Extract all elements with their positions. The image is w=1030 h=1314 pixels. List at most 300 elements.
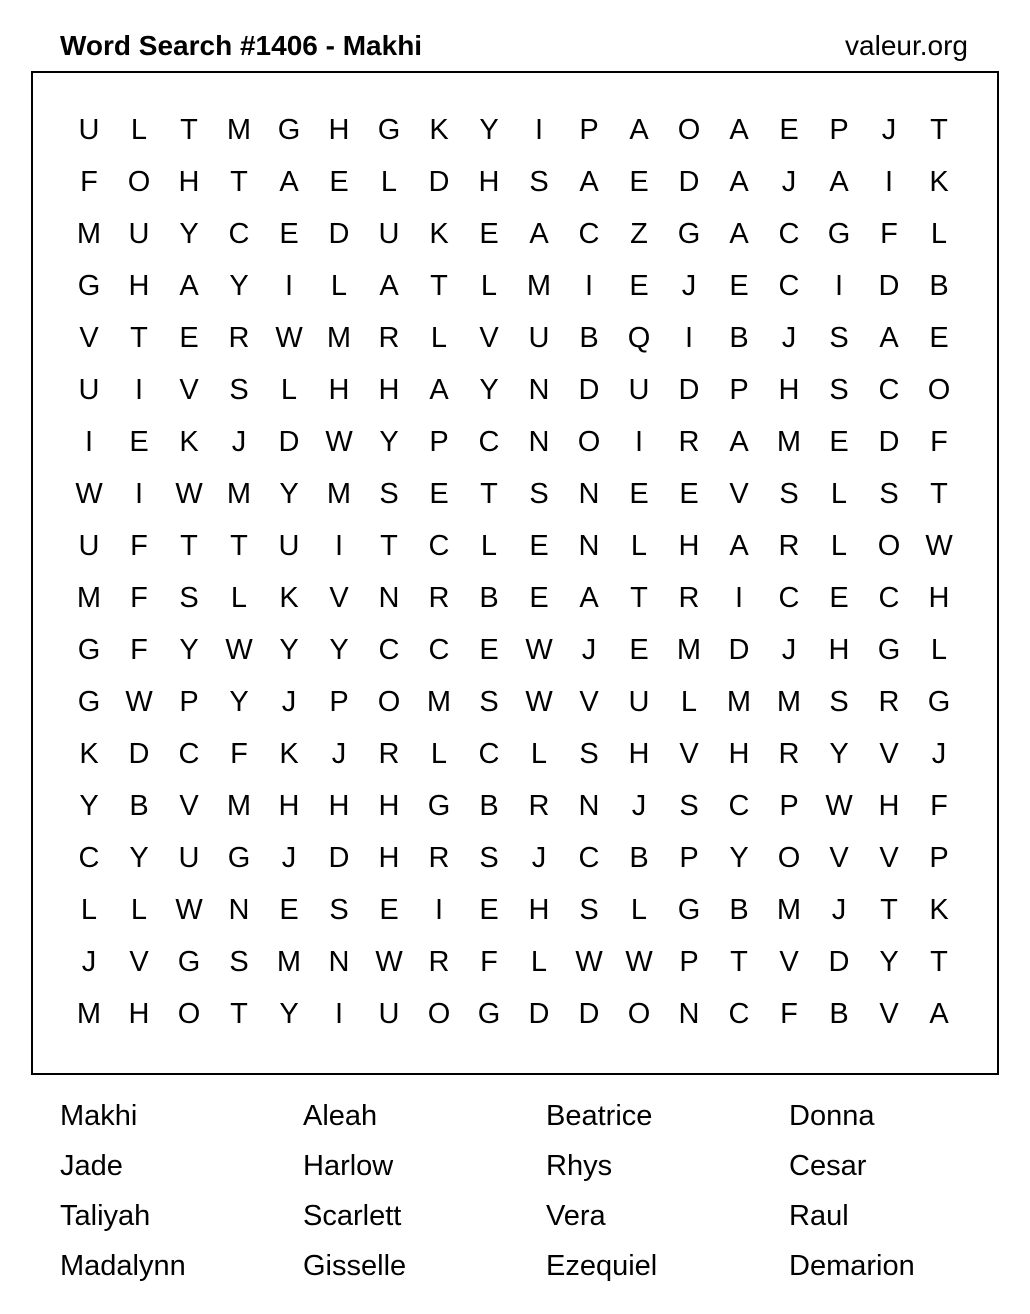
- grid-letter: E: [929, 321, 949, 354]
- grid-letter: V: [779, 945, 799, 978]
- word-item: Ezequiel: [546, 1250, 658, 1282]
- grid-letter: H: [728, 737, 750, 770]
- grid-letter: B: [829, 997, 849, 1030]
- grid-letter: L: [430, 321, 448, 354]
- grid-letter: L: [430, 737, 448, 770]
- grid-letter: C: [428, 633, 450, 666]
- grid-letter: M: [76, 997, 102, 1030]
- grid-letter: I: [834, 269, 844, 302]
- grid-letter: P: [929, 841, 949, 874]
- grid-letter: T: [730, 945, 748, 978]
- grid-letter: Y: [229, 269, 249, 302]
- grid-letter: R: [778, 529, 800, 562]
- grid-letter: C: [478, 425, 500, 458]
- grid-letter: M: [226, 477, 252, 510]
- grid-letter: E: [379, 893, 399, 926]
- grid-letter: T: [180, 529, 198, 562]
- grid-letter: S: [229, 373, 249, 406]
- word-item: Jade: [60, 1150, 123, 1182]
- word-item: Gisselle: [303, 1250, 407, 1282]
- grid-letter: W: [175, 477, 203, 510]
- grid-letter: C: [878, 581, 900, 614]
- grid-letter: G: [227, 841, 251, 874]
- grid-letter: D: [828, 945, 850, 978]
- grid-letter: W: [325, 425, 353, 458]
- grid-row: [64, 936, 964, 988]
- grid-letter: M: [426, 685, 452, 718]
- grid-letter: E: [629, 477, 649, 510]
- grid-letter: Y: [179, 217, 199, 250]
- grid-letter: C: [778, 269, 800, 302]
- grid-letter: L: [480, 529, 498, 562]
- grid-letter: U: [378, 997, 400, 1030]
- grid-row: [64, 208, 964, 260]
- grid-letter: W: [575, 945, 603, 978]
- grid-letter: J: [781, 165, 797, 198]
- grid-letter: L: [330, 269, 348, 302]
- grid-letter: U: [78, 529, 100, 562]
- grid-letter: K: [79, 737, 99, 770]
- grid-letter: I: [584, 269, 594, 302]
- grid-letter: H: [378, 841, 400, 874]
- grid-letter: U: [528, 321, 550, 354]
- grid-letter: A: [729, 113, 749, 146]
- grid-letter: K: [929, 165, 949, 198]
- grid-letter: A: [729, 425, 749, 458]
- grid-row: [64, 364, 964, 416]
- grid-letter: N: [528, 425, 550, 458]
- grid-letter: A: [579, 165, 599, 198]
- grid-letter: E: [629, 633, 649, 666]
- grid-letter: B: [129, 789, 149, 822]
- grid-letter: E: [729, 269, 749, 302]
- grid-letter: A: [829, 165, 849, 198]
- grid-letter: L: [130, 113, 148, 146]
- grid-letter: V: [179, 789, 199, 822]
- grid-letter: L: [930, 217, 948, 250]
- letter-grid: [64, 104, 964, 1040]
- grid-letter: V: [479, 321, 499, 354]
- grid-letter: B: [479, 789, 499, 822]
- grid-letter: R: [378, 737, 400, 770]
- grid-letter: J: [581, 633, 597, 666]
- grid-letter: M: [226, 113, 252, 146]
- grid-letter: B: [629, 841, 649, 874]
- grid-letter: G: [77, 685, 101, 718]
- grid-letter: D: [328, 841, 350, 874]
- grid-letter: D: [878, 425, 900, 458]
- grid-letter: S: [479, 685, 499, 718]
- grid-letter: Y: [79, 789, 99, 822]
- grid-letter: L: [830, 529, 848, 562]
- grid-letter: P: [679, 945, 699, 978]
- grid-letter: U: [278, 529, 300, 562]
- grid-letter: G: [877, 633, 901, 666]
- grid-letter: T: [180, 113, 198, 146]
- grid-letter: C: [78, 841, 100, 874]
- grid-letter: S: [379, 477, 399, 510]
- grid-letter: N: [578, 789, 600, 822]
- grid-letter: L: [530, 945, 548, 978]
- grid-letter: H: [928, 581, 950, 614]
- grid-letter: D: [428, 165, 450, 198]
- grid-letter: S: [779, 477, 799, 510]
- grid-letter: Y: [229, 685, 249, 718]
- grid-letter: D: [578, 997, 600, 1030]
- grid-letter: E: [529, 529, 549, 562]
- grid-letter: C: [378, 633, 400, 666]
- grid-letter: G: [177, 945, 201, 978]
- grid-letter: T: [130, 321, 148, 354]
- grid-letter: Y: [179, 633, 199, 666]
- grid-letter: W: [525, 633, 553, 666]
- grid-letter: V: [679, 737, 699, 770]
- grid-letter: T: [880, 893, 898, 926]
- grid-letter: U: [628, 373, 650, 406]
- grid-letter: N: [328, 945, 350, 978]
- grid-letter: R: [678, 581, 700, 614]
- grid-letter: S: [829, 373, 849, 406]
- grid-letter: C: [178, 737, 200, 770]
- grid-letter: S: [579, 893, 599, 926]
- grid-letter: P: [429, 425, 449, 458]
- grid-letter: G: [77, 269, 101, 302]
- grid-letter: Y: [879, 945, 899, 978]
- grid-letter: L: [680, 685, 698, 718]
- grid-letter: E: [629, 269, 649, 302]
- grid-letter: K: [929, 893, 949, 926]
- grid-letter: D: [878, 269, 900, 302]
- grid-letter: M: [326, 477, 352, 510]
- grid-letter: N: [678, 997, 700, 1030]
- grid-letter: D: [678, 165, 700, 198]
- grid-letter: R: [528, 789, 550, 822]
- grid-letter: Z: [630, 217, 648, 250]
- grid-letter: R: [378, 321, 400, 354]
- grid-letter: D: [278, 425, 300, 458]
- grid-letter: M: [526, 269, 552, 302]
- grid-letter: E: [279, 217, 299, 250]
- grid-letter: H: [378, 373, 400, 406]
- grid-letter: A: [279, 165, 299, 198]
- grid-letter: E: [429, 477, 449, 510]
- grid-letter: Y: [279, 997, 299, 1030]
- grid-letter: B: [579, 321, 599, 354]
- grid-letter: E: [529, 581, 549, 614]
- grid-row: [64, 884, 964, 936]
- grid-letter: O: [377, 685, 401, 718]
- grid-letter: I: [134, 373, 144, 406]
- grid-letter: J: [681, 269, 697, 302]
- grid-letter: T: [930, 477, 948, 510]
- grid-letter: E: [629, 165, 649, 198]
- word-list: [60, 1100, 1030, 1300]
- grid-letter: L: [380, 165, 398, 198]
- grid-letter: T: [930, 113, 948, 146]
- grid-letter: S: [479, 841, 499, 874]
- grid-letter: P: [329, 685, 349, 718]
- grid-letter: T: [430, 269, 448, 302]
- grid-letter: E: [479, 893, 499, 926]
- grid-letter: S: [879, 477, 899, 510]
- grid-letter: C: [728, 789, 750, 822]
- grid-letter: E: [129, 425, 149, 458]
- grid-letter: F: [130, 633, 148, 666]
- grid-letter: M: [776, 425, 802, 458]
- grid-letter: O: [177, 997, 201, 1030]
- grid-letter: V: [879, 997, 899, 1030]
- grid-letter: H: [328, 373, 350, 406]
- grid-letter: F: [930, 425, 948, 458]
- grid-letter: E: [479, 217, 499, 250]
- grid-letter: W: [925, 529, 953, 562]
- word-item: Aleah: [303, 1100, 378, 1132]
- grid-letter: W: [525, 685, 553, 718]
- grid-letter: H: [478, 165, 500, 198]
- grid-letter: K: [279, 581, 299, 614]
- grid-letter: J: [781, 321, 797, 354]
- grid-letter: H: [178, 165, 200, 198]
- grid-letter: Y: [279, 477, 299, 510]
- grid-letter: V: [729, 477, 749, 510]
- word-item: Vera: [546, 1200, 606, 1232]
- word-item: Raul: [789, 1200, 849, 1232]
- grid-row: [64, 520, 964, 572]
- grid-letter: L: [830, 477, 848, 510]
- grid-letter: M: [276, 945, 302, 978]
- word-item: Taliyah: [60, 1200, 151, 1232]
- grid-letter: T: [480, 477, 498, 510]
- grid-letter: Y: [479, 113, 499, 146]
- grid-letter: C: [878, 373, 900, 406]
- grid-letter: A: [729, 217, 749, 250]
- grid-letter: S: [329, 893, 349, 926]
- grid-letter: G: [677, 893, 701, 926]
- word-item: Harlow: [303, 1150, 394, 1182]
- grid-letter: P: [679, 841, 699, 874]
- grid-letter: O: [677, 113, 701, 146]
- grid-letter: Y: [829, 737, 849, 770]
- grid-letter: G: [277, 113, 301, 146]
- grid-letter: M: [726, 685, 752, 718]
- grid-letter: L: [930, 633, 948, 666]
- grid-letter: G: [927, 685, 951, 718]
- grid-letter: N: [578, 529, 600, 562]
- grid-row: [64, 676, 964, 728]
- grid-letter: H: [328, 113, 350, 146]
- word-item: Madalynn: [60, 1250, 186, 1282]
- grid-letter: O: [577, 425, 601, 458]
- grid-letter: I: [684, 321, 694, 354]
- grid-letter: O: [127, 165, 151, 198]
- grid-letter: J: [281, 841, 297, 874]
- grid-letter: O: [427, 997, 451, 1030]
- grid-letter: L: [630, 529, 648, 562]
- grid-letter: R: [678, 425, 700, 458]
- word-item: Donna: [789, 1100, 875, 1132]
- grid-letter: D: [678, 373, 700, 406]
- grid-letter: U: [78, 113, 100, 146]
- grid-letter: H: [128, 269, 150, 302]
- grid-row: [64, 780, 964, 832]
- grid-letter: D: [128, 737, 150, 770]
- grid-row: [64, 988, 964, 1040]
- grid-letter: N: [528, 373, 550, 406]
- grid-letter: I: [734, 581, 744, 614]
- grid-letter: E: [829, 425, 849, 458]
- grid-letter: L: [630, 893, 648, 926]
- grid-row: [64, 312, 964, 364]
- grid-letter: W: [275, 321, 303, 354]
- grid-letter: R: [778, 737, 800, 770]
- grid-letter: S: [529, 165, 549, 198]
- grid-letter: V: [129, 945, 149, 978]
- grid-letter: L: [280, 373, 298, 406]
- grid-letter: G: [427, 789, 451, 822]
- grid-letter: Y: [329, 633, 349, 666]
- grid-letter: D: [528, 997, 550, 1030]
- grid-letter: E: [479, 633, 499, 666]
- grid-letter: V: [879, 841, 899, 874]
- grid-letter: I: [334, 529, 344, 562]
- grid-letter: T: [230, 529, 248, 562]
- grid-letter: G: [77, 633, 101, 666]
- grid-letter: U: [378, 217, 400, 250]
- grid-letter: W: [125, 685, 153, 718]
- grid-letter: Q: [627, 321, 651, 354]
- grid-letter: J: [231, 425, 247, 458]
- grid-letter: F: [930, 789, 948, 822]
- grid-letter: B: [479, 581, 499, 614]
- grid-letter: C: [728, 997, 750, 1030]
- grid-letter: E: [329, 165, 349, 198]
- grid-letter: A: [429, 373, 449, 406]
- grid-letter: P: [779, 789, 799, 822]
- grid-letter: V: [329, 581, 349, 614]
- grid-letter: I: [84, 425, 94, 458]
- grid-letter: E: [279, 893, 299, 926]
- grid-letter: W: [825, 789, 853, 822]
- grid-letter: H: [778, 373, 800, 406]
- grid-letter: S: [229, 945, 249, 978]
- grid-letter: H: [378, 789, 400, 822]
- word-item: Beatrice: [546, 1100, 653, 1132]
- grid-letter: D: [328, 217, 350, 250]
- grid-letter: S: [529, 477, 549, 510]
- grid-letter: A: [729, 529, 749, 562]
- word-item: Rhys: [546, 1150, 613, 1182]
- grid-letter: W: [225, 633, 253, 666]
- grid-letter: J: [281, 685, 297, 718]
- grid-letter: H: [128, 997, 150, 1030]
- grid-letter: S: [829, 321, 849, 354]
- grid-letter: S: [679, 789, 699, 822]
- grid-letter: Y: [379, 425, 399, 458]
- grid-letter: B: [729, 893, 749, 926]
- grid-row: [64, 104, 964, 156]
- grid-row: [64, 156, 964, 208]
- grid-letter: C: [578, 841, 600, 874]
- word-item: Makhi: [60, 1100, 138, 1132]
- grid-letter: I: [634, 425, 644, 458]
- grid-letter: C: [478, 737, 500, 770]
- grid-letter: U: [628, 685, 650, 718]
- grid-letter: R: [428, 581, 450, 614]
- grid-letter: U: [128, 217, 150, 250]
- grid-letter: M: [776, 685, 802, 718]
- grid-letter: F: [130, 581, 148, 614]
- grid-letter: F: [780, 997, 798, 1030]
- grid-letter: B: [929, 269, 949, 302]
- grid-letter: H: [278, 789, 300, 822]
- grid-letter: R: [428, 945, 450, 978]
- site-name: valeur.org: [845, 30, 968, 61]
- grid-letter: S: [179, 581, 199, 614]
- grid-letter: I: [534, 113, 544, 146]
- grid-letter: H: [328, 789, 350, 822]
- grid-letter: L: [230, 581, 248, 614]
- grid-letter: J: [531, 841, 547, 874]
- grid-letter: K: [279, 737, 299, 770]
- grid-row: [64, 416, 964, 468]
- grid-letter: A: [179, 269, 199, 302]
- grid-letter: T: [230, 997, 248, 1030]
- grid-letter: G: [827, 217, 851, 250]
- grid-letter: H: [528, 893, 550, 926]
- grid-letter: F: [880, 217, 898, 250]
- grid-letter: Y: [279, 633, 299, 666]
- grid-letter: D: [728, 633, 750, 666]
- grid-letter: D: [578, 373, 600, 406]
- grid-letter: T: [380, 529, 398, 562]
- grid-letter: I: [284, 269, 294, 302]
- grid-letter: J: [81, 945, 97, 978]
- grid-letter: S: [579, 737, 599, 770]
- grid-letter: V: [579, 685, 599, 718]
- grid-letter: G: [377, 113, 401, 146]
- grid-letter: I: [134, 477, 144, 510]
- grid-row: [64, 260, 964, 312]
- grid-letter: M: [776, 893, 802, 926]
- grid-letter: L: [80, 893, 98, 926]
- grid-row: [64, 624, 964, 676]
- grid-letter: F: [130, 529, 148, 562]
- grid-letter: L: [480, 269, 498, 302]
- grid-letter: E: [779, 113, 799, 146]
- grid-letter: T: [930, 945, 948, 978]
- grid-row: [64, 832, 964, 884]
- grid-letter: P: [579, 113, 599, 146]
- grid-letter: Y: [729, 841, 749, 874]
- grid-letter: J: [331, 737, 347, 770]
- grid-letter: K: [429, 113, 449, 146]
- word-item: Scarlett: [303, 1200, 402, 1232]
- grid-letter: J: [631, 789, 647, 822]
- grid-letter: E: [679, 477, 699, 510]
- grid-letter: K: [429, 217, 449, 250]
- grid-letter: M: [76, 581, 102, 614]
- grid-letter: B: [729, 321, 749, 354]
- grid-letter: R: [878, 685, 900, 718]
- grid-letter: Y: [129, 841, 149, 874]
- grid-letter: U: [178, 841, 200, 874]
- grid-letter: A: [629, 113, 649, 146]
- grid-letter: A: [379, 269, 399, 302]
- grid-letter: F: [230, 737, 248, 770]
- grid-letter: V: [829, 841, 849, 874]
- grid-letter: S: [829, 685, 849, 718]
- grid-letter: H: [628, 737, 650, 770]
